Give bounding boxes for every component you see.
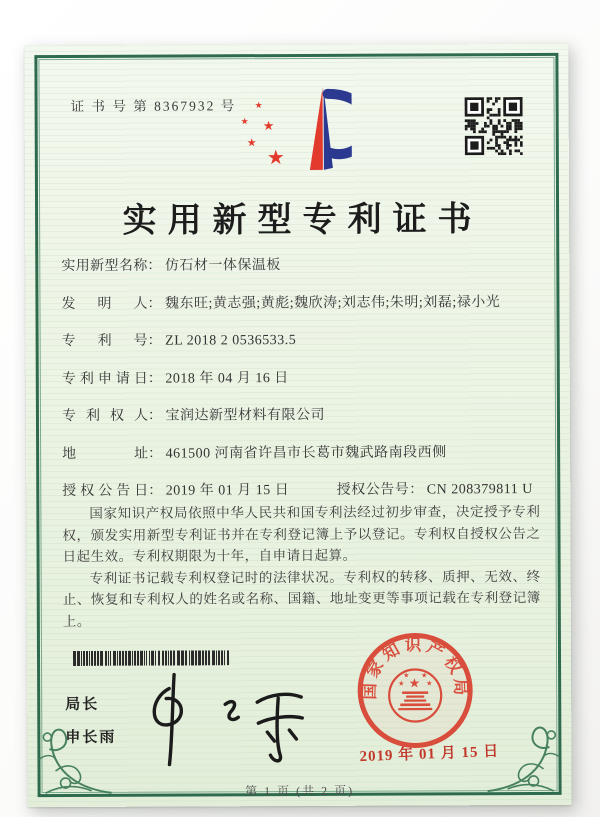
field-value: 2019 年 01 月 15 日: [165, 483, 290, 499]
field-value: ZL 2018 2 0536533.5: [165, 333, 297, 349]
star-icon: ★: [398, 679, 405, 688]
field-list: [61, 255, 544, 520]
star-icon: ★: [246, 137, 257, 150]
star-icon: ★: [421, 671, 428, 680]
corner-flourish-right: [481, 691, 567, 795]
signature-stroke: [258, 717, 302, 724]
field-row-inventors: [61, 292, 543, 314]
grant-number-value: CN 208379811 U: [426, 481, 533, 498]
field-label: 发明人: [61, 296, 148, 312]
field-value: 宝润达新型材料有限公司: [165, 407, 325, 424]
field-value: 魏东旺;黄志强;黄彪;魏欣涛;刘志伟;朱明;刘磊;禄小光: [164, 294, 501, 312]
star-icon: ★: [408, 675, 421, 691]
field-value: 461500 河南省许昌市长葛市魏武路南段西侧: [165, 444, 447, 462]
signature-stroke: [154, 689, 181, 725]
legal-paragraph: 专利证书记载专利权登记时的法律状况。专利权的转移、质押、无效、终止、恢复和专利权人的姓名或名称、国籍、地址变更等事项记载在专利登记簿上。: [62, 568, 541, 629]
star-icon: ★: [426, 679, 433, 688]
field-label: 专利申请日: [61, 371, 148, 387]
field-label: 专利权人: [61, 408, 148, 425]
field-value: 仿石材一体保温板: [164, 258, 281, 274]
logo-wedge-red: [310, 88, 323, 170]
signature-stroke: [225, 702, 238, 720]
signature-stroke: [270, 698, 280, 761]
field-row-patentee: [62, 405, 544, 427]
commissioner-name: 申长雨: [65, 728, 117, 747]
legal-paragraph: 国家知识产权局依照中华人民共和国专利法经过初步审查，决定授予专利权，颁发实用新型专利证书并在专利登记簿上予以登记。专利权自授权公告之日起生效。专利权期限为十年，自申请日起算。: [62, 503, 541, 565]
grant-number-label: 授权公告号: [336, 482, 410, 498]
page-number: 第 1 页 (共 2 页): [245, 783, 355, 799]
star-icon: ★: [403, 671, 410, 680]
field-separator: ：: [147, 408, 162, 424]
legal-text: [62, 501, 541, 632]
field-separator: ：: [147, 296, 162, 312]
field-separator: ：: [409, 482, 424, 498]
field-separator: ：: [148, 446, 163, 462]
field-row-address: [62, 442, 544, 464]
star-icon: ★: [254, 100, 263, 111]
field-row-patent-no: [62, 330, 544, 352]
field-separator: ：: [147, 333, 162, 349]
field-label: 实用新型名称: [61, 258, 148, 275]
field-separator: ：: [147, 371, 162, 387]
field-label: 地址: [62, 446, 149, 462]
field-label: 授权公告日: [62, 483, 149, 500]
field-value: 2018 年 04 月 16 日: [165, 370, 289, 387]
field-separator: ：: [148, 483, 163, 499]
star-icon: ★: [262, 118, 275, 134]
star-icon: ★: [240, 116, 249, 127]
corner-flourish-left: [31, 693, 117, 797]
field-separator: ：: [147, 258, 162, 274]
barcode: [73, 650, 233, 666]
commissioner-title: 局长: [65, 695, 100, 714]
seal-text: 国家知识产权局: [359, 635, 471, 700]
qr-code: [465, 97, 523, 155]
field-row-grant: [62, 480, 544, 502]
seal-date: 2019 年 01 月 15 日: [359, 743, 500, 766]
star-icon: ★: [266, 147, 285, 170]
field-row-filing-date: [62, 367, 544, 389]
field-label: 专利号: [61, 333, 148, 350]
certificate-paper: [24, 43, 571, 807]
official-seal: [354, 629, 477, 752]
certificate-number: 证 书 号 第 8367932 号: [70, 98, 237, 114]
cnipa-logo: [236, 78, 351, 181]
field-row-name: [61, 255, 543, 277]
signature-stroke: [267, 730, 296, 741]
logo-p-bowl: [328, 94, 352, 154]
certificate-title: 实用新型专利证书: [122, 201, 483, 240]
signature-image: [129, 666, 319, 775]
